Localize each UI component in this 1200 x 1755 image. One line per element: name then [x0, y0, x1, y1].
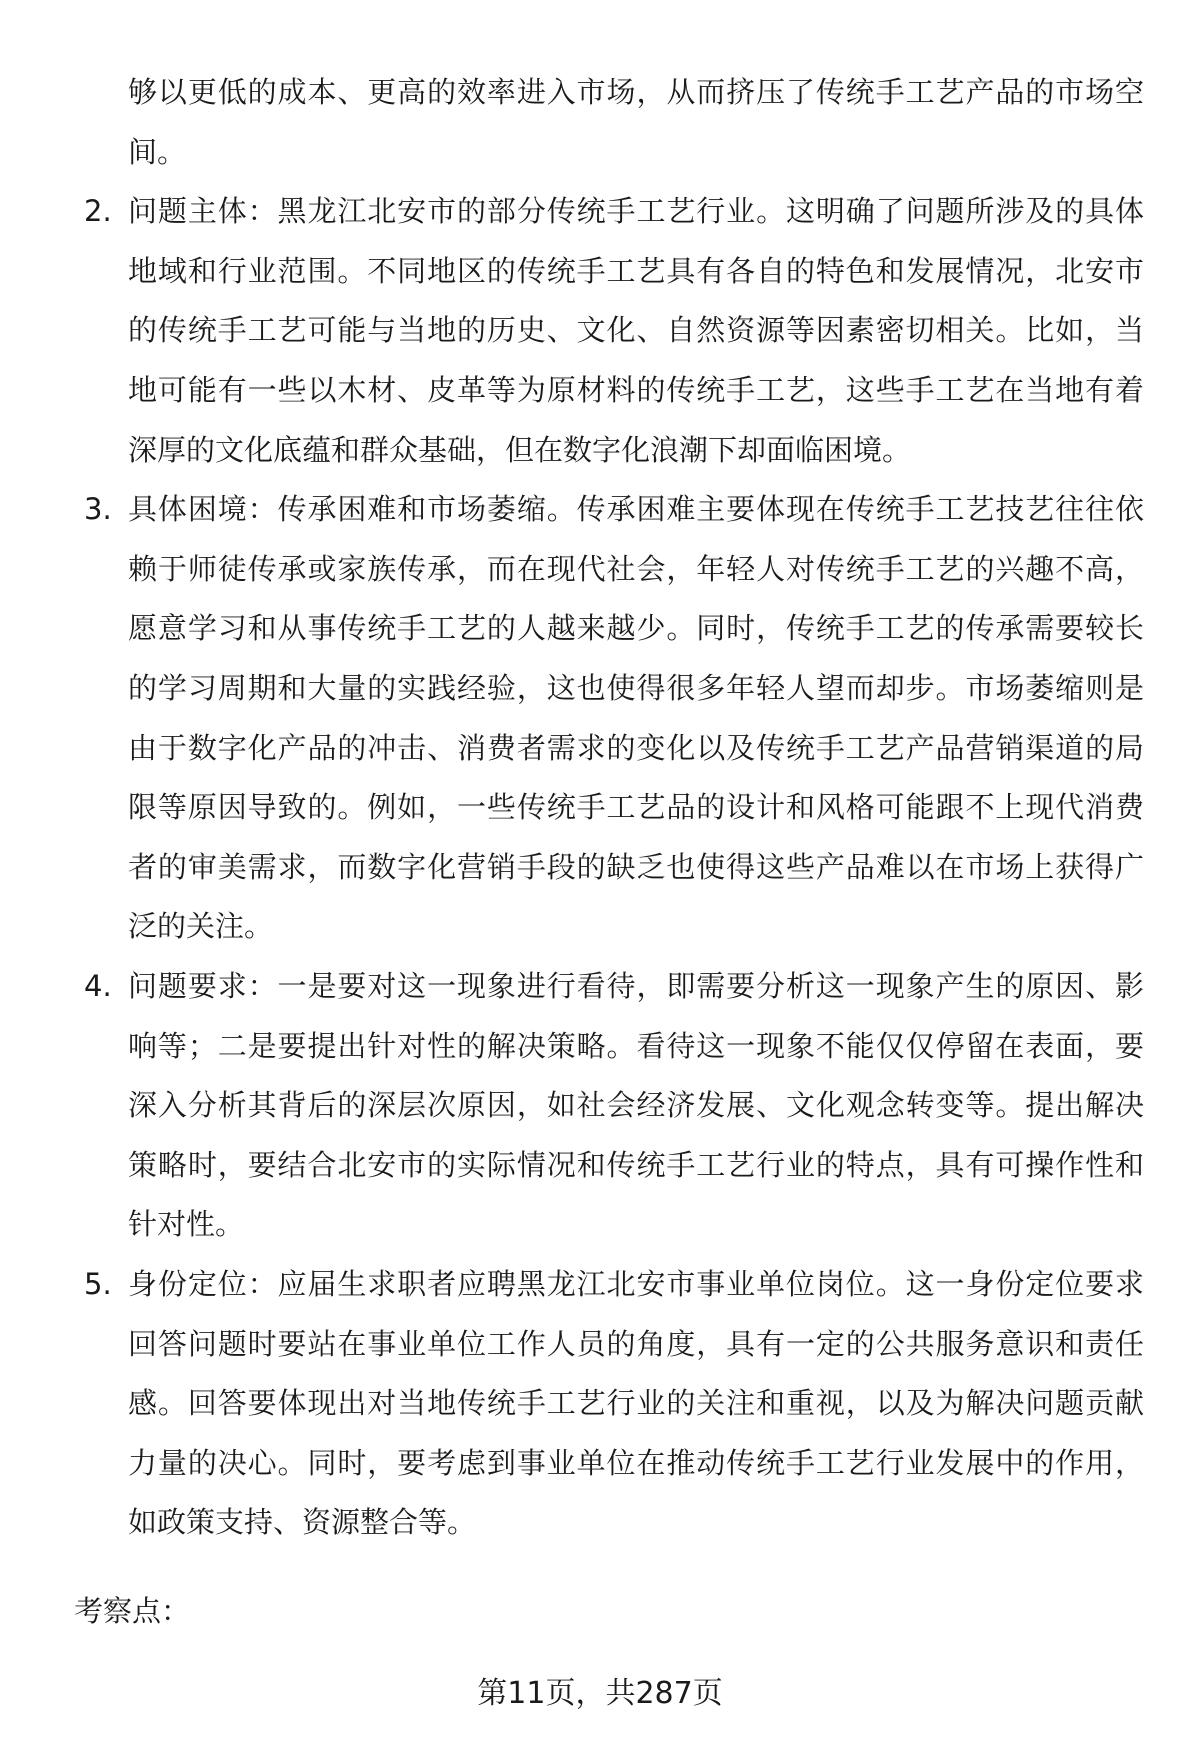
list-item-text-line: 地可能有一些以木材、皮革等为原材料的传统手工艺，这些手工艺在当地有着: [128, 373, 1144, 407]
list-item-text-line: 感。回答要体现出对当地传统手工艺行业的关注和重视，以及为解决问题贡献: [128, 1386, 1144, 1421]
list-item-text-line: 泛的关注。: [128, 909, 274, 944]
list-item-text-line: 力量的决心。同时，要考虑到事业单位在推动传统手工艺行业发展中的作用，: [128, 1445, 1144, 1480]
list-item-text-line: 问题主体：黑龙江北安市的部分传统手工艺行业。这明确了问题所涉及的具体: [128, 194, 1144, 229]
list-item-number: 3.: [84, 492, 112, 527]
list-item-number: 4.: [84, 969, 112, 1003]
list-item-text-line: 的传统手工艺可能与当地的历史、文化、自然资源等因素密切相关。比如，当: [128, 313, 1144, 348]
list-item-text-line: 愿意学习和从事传统手工艺的人越来越少。同时，传统手工艺的传承需要较长: [128, 611, 1144, 646]
list-item-text-line: 由于数字化产品的冲击、消费者需求的变化以及传统手工艺产品营销渠道的局: [128, 730, 1144, 765]
list-item-text-line: 间。: [128, 134, 187, 169]
list-item-text-line: 响等；二是要提出针对性的解决策略。看待这一现象不能仅仅停留在表面，要: [128, 1028, 1144, 1063]
list-item-text-line: 限等原因导致的。例如，一些传统手工艺品的设计和风格可能跟不上现代消费: [128, 790, 1144, 825]
list-item-number: 2.: [84, 194, 112, 229]
page-number: 第11页，共287页: [477, 1676, 723, 1711]
list-item-number: 5.: [84, 1267, 112, 1301]
list-item-text-line: 深厚的文化底蕴和群众基础，但在数字化浪潮下却面临困境。: [128, 432, 912, 467]
list-item-text-line: 回答问题时要站在事业单位工作人员的角度，具有一定的公共服务意识和责任: [128, 1326, 1144, 1361]
list-item-text-line: 策略时，要结合北安市的实际情况和传统手工艺行业的特点，具有可操作性和: [128, 1147, 1144, 1182]
list-item-text-line: 针对性。: [128, 1207, 245, 1242]
list-item-text-line: 的学习周期和大量的实践经验，这也使得很多年轻人望而却步。市场萎缩则是: [128, 671, 1144, 705]
list-item-text-line: 者的审美需求，而数字化营销手段的缺乏也使得这些产品难以在市场上获得广: [128, 849, 1144, 884]
section-heading: 考察点：: [74, 1594, 191, 1628]
list-item-text-line: 深入分析其背后的深层次原因，如社会经济发展、文化观念转变等。提出解决: [128, 1088, 1144, 1123]
list-item-text-line: 地域和行业范围。不同地区的传统手工艺具有各自的特色和发展情况，北安市: [128, 253, 1144, 288]
list-item-text-line: 问题要求：一是要对这一现象进行看待，即需要分析这一现象产生的原因、影: [128, 969, 1144, 1003]
list-item-text-line: 够以更低的成本、更高的效率进入市场，从而挤压了传统手工艺产品的市场空: [128, 75, 1144, 109]
list-item-text-line: 赖于师徒传承或家族传承，而在现代社会，年轻人对传统手工艺的兴趣不高，: [128, 551, 1144, 586]
list-item-text-line: 如政策支持、资源整合等。: [128, 1505, 477, 1540]
list-item-text-line: 具体困境：传承困难和市场萎缩。传承困难主要体现在传统手工艺技艺往往依: [128, 492, 1144, 527]
list-item-text-line: 身份定位：应届生求职者应聘黑龙江北安市事业单位岗位。这一身份定位要求: [128, 1267, 1144, 1301]
